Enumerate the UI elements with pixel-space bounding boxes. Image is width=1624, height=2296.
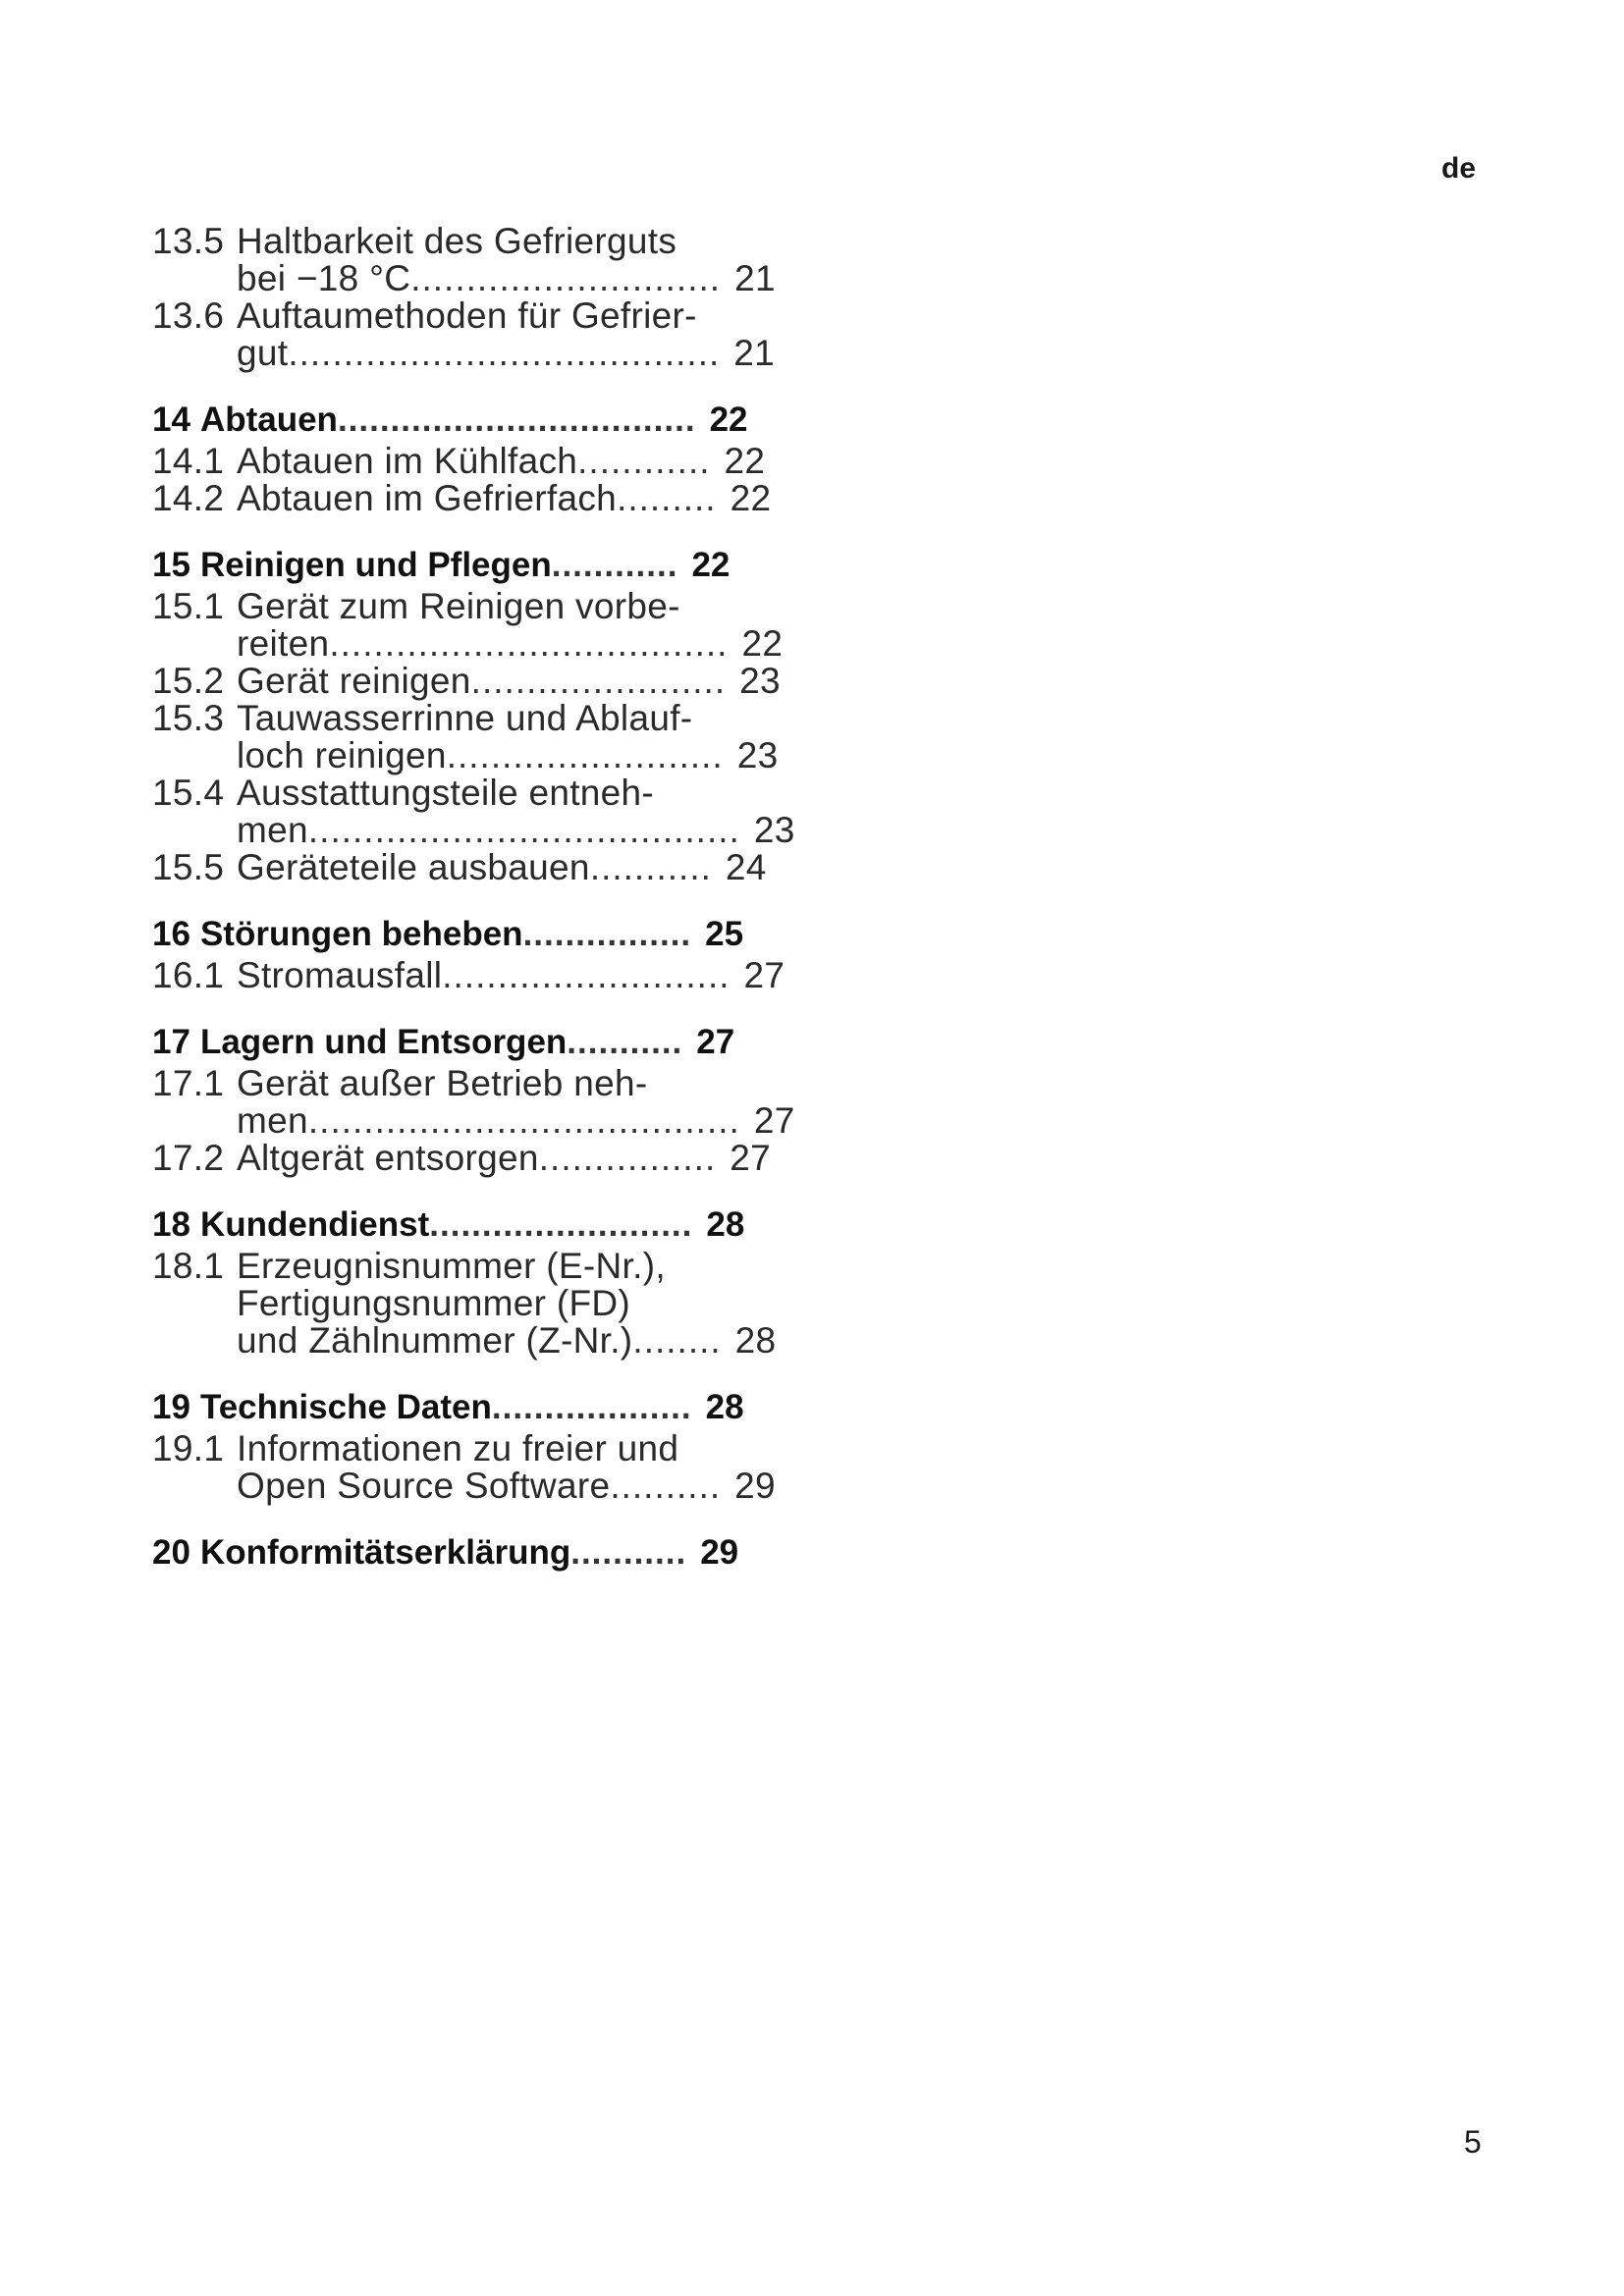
toc-subentry[interactable]: [152, 700, 800, 774]
leader-dots: ....................................: [329, 623, 729, 664]
chapter-title: Reinigen und Pflegen: [199, 546, 552, 584]
section-number: 17.1: [152, 1063, 225, 1103]
toc-chapter-heading[interactable]: [152, 1202, 800, 1248]
chapter-number: 19: [152, 1388, 190, 1426]
toc-subentry[interactable]: [152, 774, 800, 849]
chapter-number: 20: [152, 1533, 190, 1572]
leader-dots: ........: [632, 1320, 722, 1361]
section-page-number: 27: [730, 1138, 772, 1178]
leader-dots: ...................: [491, 1388, 692, 1426]
section-title-line: Altgerät entsorgen: [237, 1138, 539, 1178]
toc-chapter-heading[interactable]: [152, 1385, 800, 1430]
leader-dots: .......................................: [288, 333, 721, 373]
chapter-page-number: 28: [705, 1388, 744, 1426]
section-title-line: gut: [237, 333, 289, 373]
toc-subentry[interactable]: [152, 849, 800, 886]
section-title-line: men: [237, 1100, 308, 1141]
section-title-line: und Zählnummer (Z-Nr.): [237, 1320, 633, 1361]
section-page-number: 22: [724, 441, 766, 481]
leader-dots: .......................................: [307, 1100, 740, 1141]
section-title-line: Gerät zum Reinigen vorbe-: [237, 586, 680, 626]
toc-chapter-heading[interactable]: [152, 543, 800, 588]
section-page-number: 23: [753, 810, 795, 850]
leader-dots: ..........................: [442, 955, 731, 995]
section-page-number: 21: [733, 333, 776, 373]
section-number: 15.5: [152, 847, 225, 887]
toc-subentry[interactable]: [152, 1140, 800, 1177]
toc-subentry[interactable]: [152, 297, 800, 372]
section-number: 13.5: [152, 221, 225, 261]
section-title-line: Auftaumethoden für Gefrier-: [237, 295, 697, 336]
chapter-number: 17: [152, 1023, 190, 1061]
section-number: 18.1: [152, 1246, 225, 1286]
section-number: 17.2: [152, 1138, 225, 1178]
toc-chapter: [152, 1530, 800, 1575]
toc-subentry[interactable]: [152, 1430, 800, 1505]
section-title-line: Abtauen im Kühlfach: [237, 441, 578, 481]
leader-dots: .......................: [470, 661, 727, 701]
leader-dots: .......................................: [307, 810, 740, 850]
leader-dots: ...........: [589, 847, 712, 887]
toc-subentry[interactable]: [152, 1065, 800, 1140]
section-title-line: Stromausfall: [237, 955, 443, 995]
toc-chapter-heading[interactable]: [152, 1020, 800, 1065]
chapter-title: Lagern und Entsorgen: [199, 1023, 568, 1061]
toc-chapter: [152, 223, 800, 372]
section-title-line: men: [237, 810, 308, 850]
section-page-number: 22: [741, 623, 784, 664]
toc-subentry[interactable]: [152, 1248, 800, 1360]
chapter-title: Kundendienst: [199, 1205, 430, 1244]
leader-dots: ................: [522, 915, 692, 953]
section-page-number: 23: [736, 735, 779, 775]
chapter-number: 18: [152, 1205, 190, 1244]
toc-chapter-heading[interactable]: [152, 398, 800, 443]
section-title-line: Geräteteile ausbauen: [237, 847, 590, 887]
toc-subentry[interactable]: [152, 588, 800, 663]
toc-chapter: [152, 1020, 800, 1177]
section-title-line: Tauwasserrinne und Ablauf-: [237, 698, 693, 738]
section-title-line: Fertigungsnummer (FD): [237, 1283, 631, 1323]
section-title-line: loch reinigen: [237, 735, 447, 775]
toc-chapter-heading[interactable]: [152, 912, 800, 957]
section-number: 15.1: [152, 586, 225, 626]
chapter-page-number: 28: [706, 1205, 745, 1244]
section-page-number: 28: [734, 1320, 777, 1361]
section-title-line: Gerät außer Betrieb neh-: [237, 1063, 648, 1103]
section-title-line: Open Source Software: [237, 1466, 611, 1506]
section-number: 13.6: [152, 295, 225, 336]
section-title-line: bei −18 °C: [237, 258, 411, 298]
chapter-title: Abtauen: [199, 400, 338, 439]
section-page-number: 24: [725, 847, 767, 887]
chapter-number: 14: [152, 400, 190, 439]
chapter-page-number: 27: [696, 1023, 735, 1061]
leader-dots: ..................................: [337, 400, 696, 439]
toc-chapter: [152, 912, 800, 994]
chapter-page-number: 22: [709, 400, 748, 439]
leader-dots: .........................: [446, 735, 724, 775]
section-page-number: 27: [753, 1100, 795, 1141]
section-number: 16.1: [152, 955, 225, 995]
leader-dots: ...........: [570, 1533, 687, 1572]
leader-dots: .........: [617, 478, 717, 518]
toc-subentry[interactable]: [152, 957, 800, 994]
section-page-number: 27: [743, 955, 785, 995]
toc-chapter: [152, 398, 800, 517]
page-number: 5: [1464, 2124, 1482, 2160]
language-label: de: [1441, 152, 1477, 185]
chapter-page-number: 29: [700, 1533, 739, 1572]
leader-dots: .........................: [429, 1205, 693, 1244]
section-title-line: Erzeugnisnummer (E-Nr.),: [237, 1246, 666, 1286]
leader-dots: ...........: [567, 1023, 683, 1061]
leader-dots: ..........: [610, 1466, 722, 1506]
table-of-contents: [152, 223, 800, 1601]
toc-subentry[interactable]: [152, 223, 800, 297]
toc-subentry[interactable]: [152, 663, 800, 700]
section-title-line: reiten: [237, 623, 330, 664]
chapter-page-number: 25: [705, 915, 744, 953]
chapter-page-number: 22: [691, 546, 731, 584]
chapter-title: Störungen beheben: [199, 915, 523, 953]
leader-dots: ............: [577, 441, 711, 481]
toc-chapter: [152, 1202, 800, 1360]
section-page-number: 29: [734, 1466, 776, 1506]
section-page-number: 23: [739, 661, 781, 701]
toc-chapter: [152, 543, 800, 886]
chapter-title: Technische Daten: [199, 1388, 492, 1426]
section-title-line: Informationen zu freier und: [237, 1428, 679, 1468]
toc-subentry[interactable]: [152, 443, 800, 480]
section-title-line: Gerät reinigen: [237, 661, 471, 701]
section-page-number: 22: [730, 478, 772, 518]
chapter-number: 16: [152, 915, 190, 953]
section-number: 14.2: [152, 478, 225, 518]
leader-dots: ............................: [410, 258, 722, 298]
section-number: 15.2: [152, 661, 225, 701]
leader-dots: ................: [538, 1138, 717, 1178]
section-title-line: Ausstattungsteile entneh-: [237, 773, 655, 813]
chapter-title: Konformitätserklärung: [199, 1533, 571, 1572]
toc-subentry[interactable]: [152, 480, 800, 517]
section-title-line: Abtauen im Gefrierfach: [237, 478, 618, 518]
section-title-line: Haltbarkeit des Gefrierguts: [237, 221, 677, 261]
section-number: 15.3: [152, 698, 225, 738]
leader-dots: ............: [551, 546, 678, 584]
section-number: 15.4: [152, 773, 225, 813]
section-number: 14.1: [152, 441, 225, 481]
toc-chapter-heading[interactable]: [152, 1530, 800, 1575]
section-number: 19.1: [152, 1428, 225, 1468]
toc-chapter: [152, 1385, 800, 1505]
section-page-number: 21: [734, 258, 776, 298]
chapter-number: 15: [152, 546, 190, 584]
